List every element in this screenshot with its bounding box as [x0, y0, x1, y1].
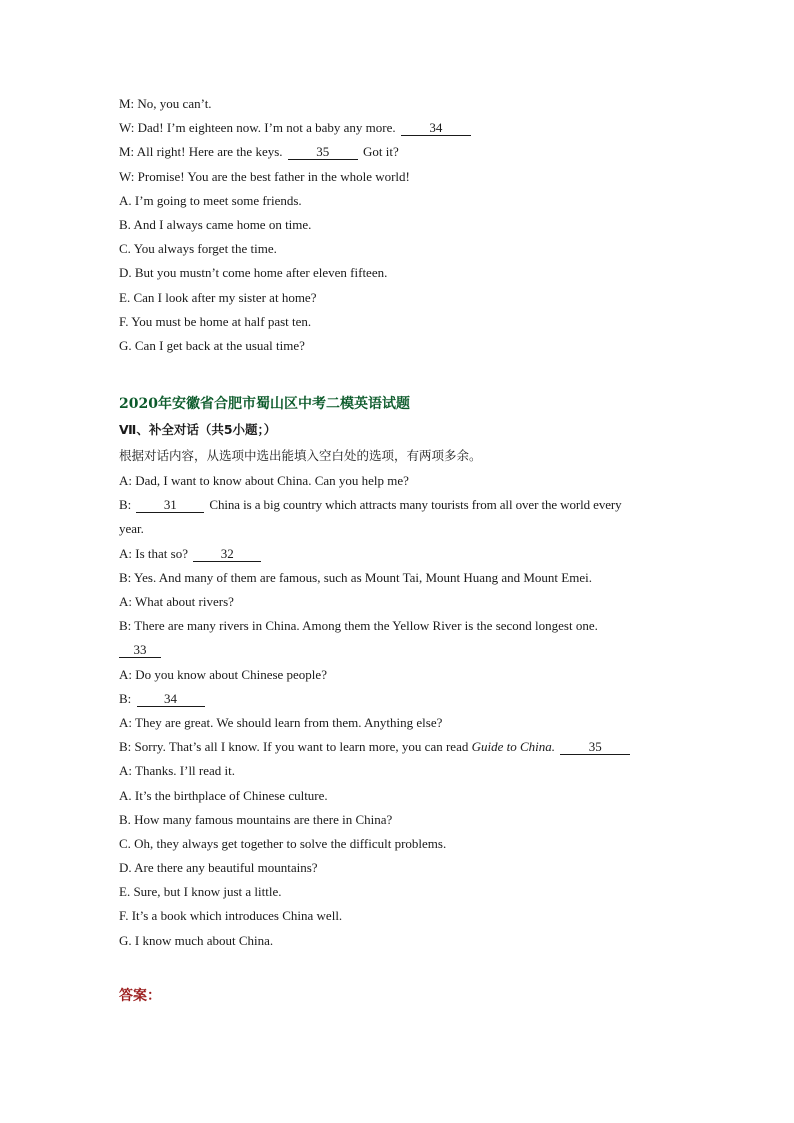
option-item: B. How many famous mountains are there in China?	[119, 811, 393, 827]
option-item: G. Can I get back at the usual time?	[119, 337, 305, 353]
dialogue-text: Got it?	[363, 144, 399, 160]
book-title: Guide to China.	[471, 739, 556, 755]
exam-title: 2020年安徽省合肥市蜀山区中考二模英语试题	[119, 396, 410, 413]
speaker-label: B:	[119, 497, 132, 513]
section-gap	[119, 358, 679, 391]
dialogue-line: A: What about rivers?	[119, 594, 234, 609]
option-item: E. Sure, but I know just a little.	[119, 884, 282, 900]
option-item: C. Oh, they always get together to solve the difficult problems.	[119, 835, 447, 851]
instructions: 根据对话内容，从选项中选出能填入空白处的选项，有两项多余。	[119, 448, 482, 464]
answer-blank-33[interactable]: 33	[119, 643, 161, 658]
option-item: C. You always forget the time.	[119, 241, 277, 257]
dialogue-line: W: Promise! You are the best father in the whole world!	[119, 168, 410, 184]
option-item: A. It’s the birthplace of Chinese culture.	[119, 787, 328, 803]
option-item: D. Are there any beautiful mountains?	[119, 860, 318, 876]
dialogue-line	[119, 116, 679, 140]
option-item: F. It’s a book which introduces China well.	[119, 908, 343, 924]
option-item: B. And I always came home on time.	[119, 216, 312, 232]
dialogue-text: A: Is that so?	[119, 545, 188, 561]
dialogue-line: A: Dad, I want to know about China. Can you help me?	[119, 473, 409, 489]
dialogue-text: M: All right! Here are the keys.	[119, 144, 283, 160]
option-item: G. I know much about China.	[119, 932, 274, 948]
dialogue-line: A: Thanks. I’ll read it.	[119, 763, 236, 779]
option-item: D. But you mustn’t come home after eleven fifteen.	[119, 265, 388, 281]
dialogue-line	[119, 687, 679, 711]
dialogue-line: A: They are great. We should learn from them. Anything else?	[119, 714, 443, 730]
dialogue-line	[119, 493, 679, 517]
dialogue-text: W: Dad! I’m eighteen now. I’m not a baby any more.	[119, 120, 396, 136]
option-item: E. Can I look after my sister at home?	[119, 289, 317, 305]
option-item: A. I’m going to meet some friends.	[119, 192, 302, 208]
option-item: F. You must be home at half past ten.	[119, 313, 312, 329]
dialogue-line: M: No, you can’t.	[119, 96, 212, 111]
answer-blank-31[interactable]: 31	[136, 498, 204, 513]
answer-heading: 答案：	[119, 988, 161, 1004]
dialogue-line	[119, 140, 679, 164]
answer-blank-32[interactable]: 32	[193, 547, 261, 562]
dialogue-line: B: Yes. And many of them are famous, such as Mount Tai, Mount Huang and Mount Emei.	[119, 569, 592, 585]
dialogue-line: year.	[119, 521, 144, 537]
answer-blank-35[interactable]: 35	[288, 145, 358, 160]
section-subtitle: Ⅶ、补全对话（共5小题；）	[119, 422, 277, 438]
dialogue-text: China is a big country which attracts many tourists from all over the world every	[209, 497, 622, 513]
dialogue-line	[119, 735, 679, 759]
document-page	[119, 92, 679, 953]
answer-blank-34b[interactable]: 34	[137, 692, 205, 707]
dialogue-line: B: There are many rivers in China. Among them the Yellow River is the second longest one.	[119, 618, 598, 634]
dialogue-line	[119, 638, 679, 662]
dialogue-line	[119, 542, 679, 566]
dialogue-text: B: Sorry. That’s all I know. If you want to learn more, you can read	[119, 739, 469, 755]
answer-blank-35b[interactable]: 35	[560, 740, 630, 755]
answer-blank-34[interactable]: 34	[401, 121, 471, 136]
speaker-label: B:	[119, 690, 132, 706]
dialogue-line: A: Do you know about Chinese people?	[119, 666, 327, 682]
